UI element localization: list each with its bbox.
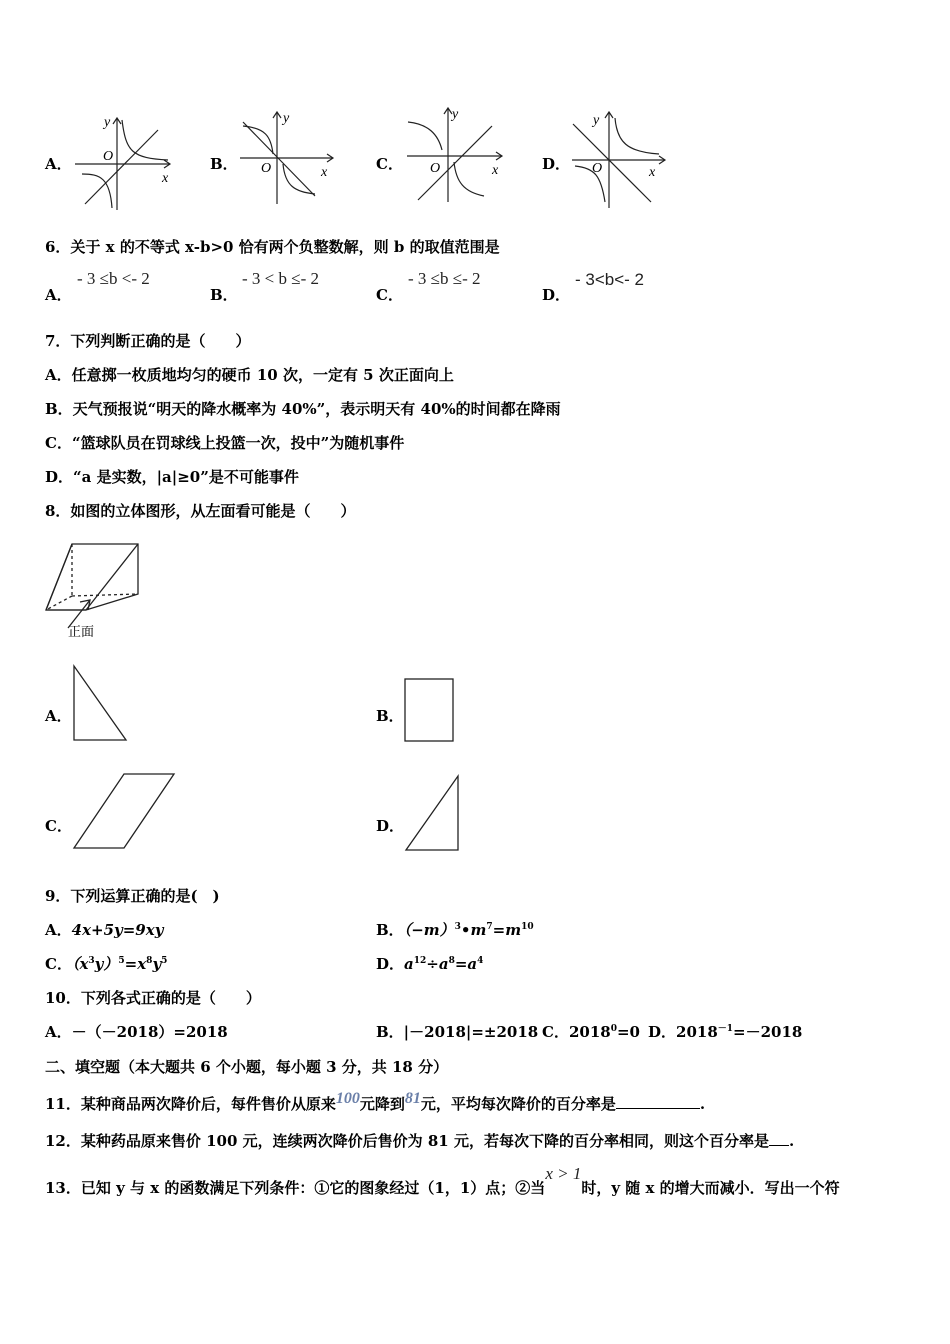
q9-c-part: =x <box>124 955 147 973</box>
q5-c-y-label: y <box>452 107 459 122</box>
q5-option-c-letter: C． <box>376 155 403 173</box>
q7-option-a: A．任意掷一枚质地均匀的硬币 10 次，一定有 5 次正面向上 <box>45 366 454 384</box>
q11-end: . <box>699 1095 706 1113</box>
q10-d-exp: －1 <box>717 1024 734 1034</box>
q9-c-exp: 5 <box>118 956 125 966</box>
q6-option-a-letter: A． <box>45 286 72 304</box>
q9-d-exp: 4 <box>477 956 484 966</box>
q9-d-exp: 12 <box>413 956 427 966</box>
q11-part: 11．某种商品两次降价后，每件售价从原来 <box>45 1095 336 1113</box>
q8-option-b-letter: B． <box>376 707 404 725</box>
q9-b-part: =m <box>492 921 522 939</box>
q10-option-c <box>542 1021 640 1042</box>
q9-option-a-letter: A． <box>45 921 72 939</box>
q12-answer-blank[interactable] <box>769 1145 789 1146</box>
q10-option-b: B．|－2018|=±2018 <box>376 1023 539 1041</box>
q9-option-c-letter: C． <box>45 955 72 973</box>
q9-d-exp: 8 <box>448 956 455 966</box>
q5-d-origin-label: O <box>592 161 603 176</box>
q12-text <box>45 1130 794 1151</box>
q9-c-part: （x <box>71 955 89 973</box>
q5-c-x-label: x <box>492 163 499 178</box>
q11-answer-blank[interactable] <box>616 1108 700 1109</box>
q5-a-x-label: x <box>162 171 169 186</box>
q6-stem: 6．关于 x 的不等式 x-b>0 恰有两个负整数解，则 b 的取值范围是 <box>45 238 500 256</box>
q5-graph-c <box>402 104 512 204</box>
q5-a-origin-label: O <box>103 149 114 164</box>
q7-stem: 7．下列判断正确的是（ ） <box>45 332 251 350</box>
q8-option-d-shape <box>402 772 464 856</box>
q11-part: 元降到 <box>359 1095 405 1113</box>
q8-option-a-letter: A． <box>45 707 72 725</box>
q10-d-rest: =－2018 <box>733 1023 803 1041</box>
q8-option-c-shape <box>70 770 178 854</box>
q13-part: 时，y 随 x 的增大而减小．写出一个符 <box>581 1179 840 1197</box>
q7-option-c: C．“篮球队员在罚球线上投篮一次，投中”为随机事件 <box>45 434 405 452</box>
q6-option-d-expr: - 3<b<- 2 <box>575 270 644 289</box>
q9-d-part: a <box>404 955 414 973</box>
q5-graph-d <box>567 108 677 212</box>
q5-b-origin-label: O <box>261 161 272 176</box>
q9-b-exp: 3 <box>454 922 461 932</box>
q8-solid-figure <box>40 538 150 648</box>
q13-condition: x > 1 <box>545 1164 582 1183</box>
q5-a-y-label: y <box>104 115 111 130</box>
q8-option-c-letter: C． <box>45 817 72 835</box>
q6-option-b-expr: - 3 < b ≤- 2 <box>242 269 319 288</box>
q5-d-y-label: y <box>593 113 600 128</box>
q9-stem: 9．下列运算正确的是( ) <box>45 887 220 905</box>
q10-c-exp: 0 <box>610 1024 617 1034</box>
q8-front-label: 正面 <box>68 625 95 640</box>
q6-option-b-letter: B． <box>210 286 238 304</box>
q9-b-part: •m <box>460 921 487 939</box>
q8-stem: 8．如图的立体图形，从左面看可能是（ ） <box>45 502 356 520</box>
q10-d-letter: D． <box>648 1023 677 1041</box>
q9-option-a <box>45 919 163 940</box>
q7-option-b: B．天气预报说“明天的降水概率为 40%”，表示明天有 40%的时间都在降雨 <box>45 400 561 418</box>
q5-b-x-label: x <box>321 165 328 180</box>
q13-part: 13．已知 y 与 x 的函数满足下列条件：①它的图象经过（1，1）点；②当 <box>45 1179 546 1197</box>
q10-option-d <box>648 1021 802 1042</box>
q6-option-d-letter: D． <box>542 286 571 304</box>
q9-c-exp: 8 <box>146 956 153 966</box>
q10-c-base: 2018 <box>568 1023 611 1041</box>
q9-c-part: y <box>152 955 162 973</box>
q9-c-part: y） <box>94 955 119 973</box>
q11-value-original: 100 <box>335 1090 360 1107</box>
section-two-heading: 二、填空题（本大题共 6 个小题，每小题 3 分，共 18 分） <box>45 1058 449 1076</box>
q10-option-a: A．－（－2018）=2018 <box>45 1023 228 1041</box>
q5-graph-a <box>70 112 180 212</box>
q9-c-exp: 5 <box>161 956 168 966</box>
q11-value-now: 81 <box>404 1090 421 1107</box>
q10-c-rest: =0 <box>616 1023 640 1041</box>
q9-option-c <box>45 953 167 974</box>
q7-option-d: D．“a 是实数，|a|≥0”是不可能事件 <box>45 468 299 486</box>
q6-option-c-expr: - 3 ≤b ≤- 2 <box>408 269 481 288</box>
q5-d-x-label: x <box>649 165 656 180</box>
q9-option-d-letter: D． <box>376 955 405 973</box>
q9-d-part: ÷a <box>426 955 449 973</box>
q8-option-a-shape <box>70 662 134 746</box>
q11-text <box>45 1090 706 1114</box>
q9-option-a-expr: 4x+5y=9xy <box>71 921 164 939</box>
q9-b-exp: 10 <box>521 922 534 932</box>
q5-option-a-letter: A． <box>45 155 72 173</box>
q8-option-d-letter: D． <box>376 817 405 835</box>
q5-b-y-label: y <box>283 111 290 126</box>
q12-end: . <box>788 1132 795 1150</box>
q6-option-a-expr: - 3 ≤b <- 2 <box>77 269 150 288</box>
q11-part: 元，平均每次降价的百分率是 <box>420 1095 616 1113</box>
q6-option-c-letter: C． <box>376 286 403 304</box>
q9-d-part: =a <box>454 955 478 973</box>
q9-b-part: （−m） <box>403 921 455 939</box>
q5-graph-b <box>235 108 345 208</box>
q9-option-b-letter: B． <box>376 921 404 939</box>
q9-b-exp: 7 <box>486 922 493 932</box>
q10-stem: 10．下列各式正确的是（ ） <box>45 989 261 1007</box>
q12-part: 12．某种药品原来售价 100 元，连续两次降价后售价为 81 元，若每次下降的百分率相同，则这个百分率是 <box>45 1132 769 1150</box>
q10-d-base: 2018 <box>676 1023 718 1041</box>
q5-c-origin-label: O <box>430 161 441 176</box>
q9-c-exp: 3 <box>88 956 95 966</box>
q8-option-b-shape <box>402 676 458 744</box>
q10-c-letter: C． <box>542 1023 569 1041</box>
q5-option-b-letter: B． <box>210 155 238 173</box>
q5-option-d-letter: D． <box>542 155 571 173</box>
q9-option-d <box>376 953 483 974</box>
q13-text <box>45 1164 840 1198</box>
q9-option-b <box>376 919 534 940</box>
